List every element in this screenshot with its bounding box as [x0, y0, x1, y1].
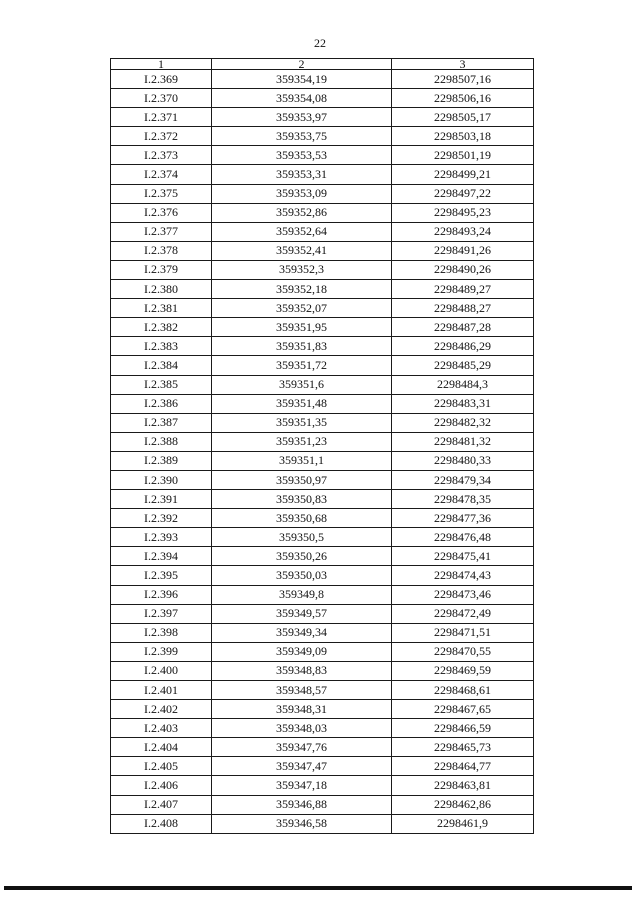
cell-x-coordinate: 359348,83: [212, 661, 392, 680]
cell-y-coordinate: 2298499,21: [392, 165, 534, 184]
cell-point-id: I.2.397: [111, 604, 212, 623]
table-row: [111, 375, 534, 394]
cell-x-coordinate: 359351,72: [212, 356, 392, 375]
cell-x-coordinate: 359352,64: [212, 222, 392, 241]
table-row: [111, 585, 534, 604]
cell-y-coordinate: 2298503,18: [392, 127, 534, 146]
table-row: [111, 470, 534, 489]
cell-point-id: I.2.376: [111, 203, 212, 222]
table-row: [111, 700, 534, 719]
cell-y-coordinate: 2298477,36: [392, 509, 534, 528]
cell-y-coordinate: 2298475,41: [392, 547, 534, 566]
table-row: [111, 146, 534, 165]
cell-point-id: I.2.375: [111, 184, 212, 203]
cell-x-coordinate: 359348,31: [212, 700, 392, 719]
table-row: [111, 260, 534, 279]
cell-y-coordinate: 2298474,43: [392, 566, 534, 585]
cell-y-coordinate: 2298466,59: [392, 719, 534, 738]
cell-x-coordinate: 359353,53: [212, 146, 392, 165]
table-row: [111, 318, 534, 337]
cell-x-coordinate: 359352,86: [212, 203, 392, 222]
table-row: [111, 661, 534, 680]
cell-x-coordinate: 359350,03: [212, 566, 392, 585]
cell-y-coordinate: 2298486,29: [392, 337, 534, 356]
cell-y-coordinate: 2298470,55: [392, 642, 534, 661]
cell-point-id: I.2.381: [111, 299, 212, 318]
cell-point-id: I.2.406: [111, 776, 212, 795]
table-header: [111, 59, 534, 70]
cell-point-id: I.2.384: [111, 356, 212, 375]
cell-point-id: I.2.388: [111, 432, 212, 451]
cell-y-coordinate: 2298483,31: [392, 394, 534, 413]
cell-y-coordinate: 2298487,28: [392, 318, 534, 337]
cell-point-id: I.2.391: [111, 490, 212, 509]
cell-x-coordinate: 359350,68: [212, 509, 392, 528]
cell-x-coordinate: 359351,95: [212, 318, 392, 337]
cell-point-id: I.2.400: [111, 661, 212, 680]
table-row: [111, 451, 534, 470]
cell-y-coordinate: 2298488,27: [392, 299, 534, 318]
table-row: [111, 604, 534, 623]
cell-y-coordinate: 2298468,61: [392, 681, 534, 700]
table-row: [111, 184, 534, 203]
cell-x-coordinate: 359351,23: [212, 432, 392, 451]
cell-y-coordinate: 2298462,86: [392, 795, 534, 814]
header-cell-point: 1: [111, 59, 212, 70]
cell-point-id: I.2.390: [111, 470, 212, 489]
cell-point-id: I.2.379: [111, 260, 212, 279]
cell-point-id: I.2.386: [111, 394, 212, 413]
cell-y-coordinate: 2298495,23: [392, 203, 534, 222]
table-row: [111, 547, 534, 566]
cell-point-id: I.2.405: [111, 757, 212, 776]
cell-x-coordinate: 359350,97: [212, 470, 392, 489]
table-row: [111, 280, 534, 299]
cell-y-coordinate: 2298469,59: [392, 661, 534, 680]
cell-y-coordinate: 2298484,3: [392, 375, 534, 394]
cell-point-id: I.2.407: [111, 795, 212, 814]
cell-point-id: I.2.369: [111, 70, 212, 89]
cell-point-id: I.2.377: [111, 222, 212, 241]
cell-point-id: I.2.398: [111, 623, 212, 642]
cell-point-id: I.2.403: [111, 719, 212, 738]
cell-y-coordinate: 2298465,73: [392, 738, 534, 757]
table-row: [111, 528, 534, 547]
table-row: [111, 356, 534, 375]
cell-point-id: I.2.372: [111, 127, 212, 146]
cell-point-id: I.2.396: [111, 585, 212, 604]
cell-x-coordinate: 359354,08: [212, 89, 392, 108]
cell-x-coordinate: 359354,19: [212, 70, 392, 89]
table-row: [111, 394, 534, 413]
cell-y-coordinate: 2298480,33: [392, 451, 534, 470]
cell-point-id: I.2.378: [111, 241, 212, 260]
cell-x-coordinate: 359351,35: [212, 413, 392, 432]
cell-x-coordinate: 359353,97: [212, 108, 392, 127]
table-row: [111, 814, 534, 833]
table-row: [111, 681, 534, 700]
cell-x-coordinate: 359346,58: [212, 814, 392, 833]
cell-point-id: I.2.385: [111, 375, 212, 394]
cell-x-coordinate: 359347,76: [212, 738, 392, 757]
cell-point-id: I.2.371: [111, 108, 212, 127]
cell-y-coordinate: 2298493,24: [392, 222, 534, 241]
cell-y-coordinate: 2298476,48: [392, 528, 534, 547]
table-row: [111, 738, 534, 757]
table-row: [111, 89, 534, 108]
cell-x-coordinate: 359351,1: [212, 451, 392, 470]
table-row: [111, 432, 534, 451]
cell-point-id: I.2.392: [111, 509, 212, 528]
cell-x-coordinate: 359350,5: [212, 528, 392, 547]
header-cell-y: 3: [392, 59, 534, 70]
table-row: [111, 222, 534, 241]
page-number: 22: [314, 36, 326, 50]
table-row: [111, 509, 534, 528]
coordinates-table: [110, 58, 534, 834]
cell-x-coordinate: 359351,6: [212, 375, 392, 394]
cell-point-id: I.2.408: [111, 814, 212, 833]
table-row: [111, 566, 534, 585]
table-row: [111, 203, 534, 222]
cell-x-coordinate: 359346,88: [212, 795, 392, 814]
cell-point-id: I.2.399: [111, 642, 212, 661]
cell-y-coordinate: 2298501,19: [392, 146, 534, 165]
cell-x-coordinate: 359348,57: [212, 681, 392, 700]
cell-x-coordinate: 359353,09: [212, 184, 392, 203]
table-row: [111, 413, 534, 432]
cell-point-id: I.2.402: [111, 700, 212, 719]
cell-y-coordinate: 2298491,26: [392, 241, 534, 260]
cell-point-id: I.2.373: [111, 146, 212, 165]
cell-x-coordinate: 359349,09: [212, 642, 392, 661]
table-row: [111, 795, 534, 814]
cell-y-coordinate: 2298479,34: [392, 470, 534, 489]
cell-point-id: I.2.395: [111, 566, 212, 585]
cell-x-coordinate: 359353,75: [212, 127, 392, 146]
cell-point-id: I.2.374: [111, 165, 212, 184]
table-row: [111, 108, 534, 127]
cell-x-coordinate: 359348,03: [212, 719, 392, 738]
table-row: [111, 299, 534, 318]
table-row: [111, 70, 534, 89]
cell-point-id: I.2.387: [111, 413, 212, 432]
cell-x-coordinate: 359352,41: [212, 241, 392, 260]
table-row: [111, 719, 534, 738]
table-row: [111, 165, 534, 184]
cell-x-coordinate: 359347,18: [212, 776, 392, 795]
cell-y-coordinate: 2298473,46: [392, 585, 534, 604]
cell-x-coordinate: 359350,26: [212, 547, 392, 566]
cell-point-id: I.2.370: [111, 89, 212, 108]
cell-point-id: I.2.383: [111, 337, 212, 356]
cell-x-coordinate: 359351,48: [212, 394, 392, 413]
cell-y-coordinate: 2298506,16: [392, 89, 534, 108]
cell-point-id: I.2.380: [111, 280, 212, 299]
cell-x-coordinate: 359352,07: [212, 299, 392, 318]
cell-y-coordinate: 2298471,51: [392, 623, 534, 642]
cell-y-coordinate: 2298497,22: [392, 184, 534, 203]
cell-point-id: I.2.382: [111, 318, 212, 337]
cell-x-coordinate: 359352,18: [212, 280, 392, 299]
table-row: [111, 337, 534, 356]
cell-x-coordinate: 359353,31: [212, 165, 392, 184]
table-row: [111, 623, 534, 642]
cell-x-coordinate: 359349,8: [212, 585, 392, 604]
cell-point-id: I.2.404: [111, 738, 212, 757]
cell-y-coordinate: 2298489,27: [392, 280, 534, 299]
cell-point-id: I.2.389: [111, 451, 212, 470]
header-cell-x: 2: [212, 59, 392, 70]
cell-y-coordinate: 2298482,32: [392, 413, 534, 432]
table-row: [111, 757, 534, 776]
cell-y-coordinate: 2298507,16: [392, 70, 534, 89]
cell-point-id: I.2.394: [111, 547, 212, 566]
cell-y-coordinate: 2298481,32: [392, 432, 534, 451]
table-row: [111, 490, 534, 509]
cell-y-coordinate: 2298464,77: [392, 757, 534, 776]
cell-point-id: I.2.401: [111, 681, 212, 700]
table-row: [111, 241, 534, 260]
header-row: [111, 59, 534, 70]
cell-x-coordinate: 359349,34: [212, 623, 392, 642]
cell-y-coordinate: 2298478,35: [392, 490, 534, 509]
cell-y-coordinate: 2298485,29: [392, 356, 534, 375]
cell-y-coordinate: 2298461,9: [392, 814, 534, 833]
cell-y-coordinate: 2298472,49: [392, 604, 534, 623]
table-row: [111, 776, 534, 795]
table-body: [111, 70, 534, 834]
cell-x-coordinate: 359350,83: [212, 490, 392, 509]
cell-x-coordinate: 359349,57: [212, 604, 392, 623]
cell-y-coordinate: 2298467,65: [392, 700, 534, 719]
cell-y-coordinate: 2298490,26: [392, 260, 534, 279]
cell-x-coordinate: 359351,83: [212, 337, 392, 356]
cell-x-coordinate: 359347,47: [212, 757, 392, 776]
cell-y-coordinate: 2298505,17: [392, 108, 534, 127]
bottom-divider: [4, 886, 632, 890]
cell-x-coordinate: 359352,3: [212, 260, 392, 279]
table-row: [111, 127, 534, 146]
cell-y-coordinate: 2298463,81: [392, 776, 534, 795]
cell-point-id: I.2.393: [111, 528, 212, 547]
table-row: [111, 642, 534, 661]
